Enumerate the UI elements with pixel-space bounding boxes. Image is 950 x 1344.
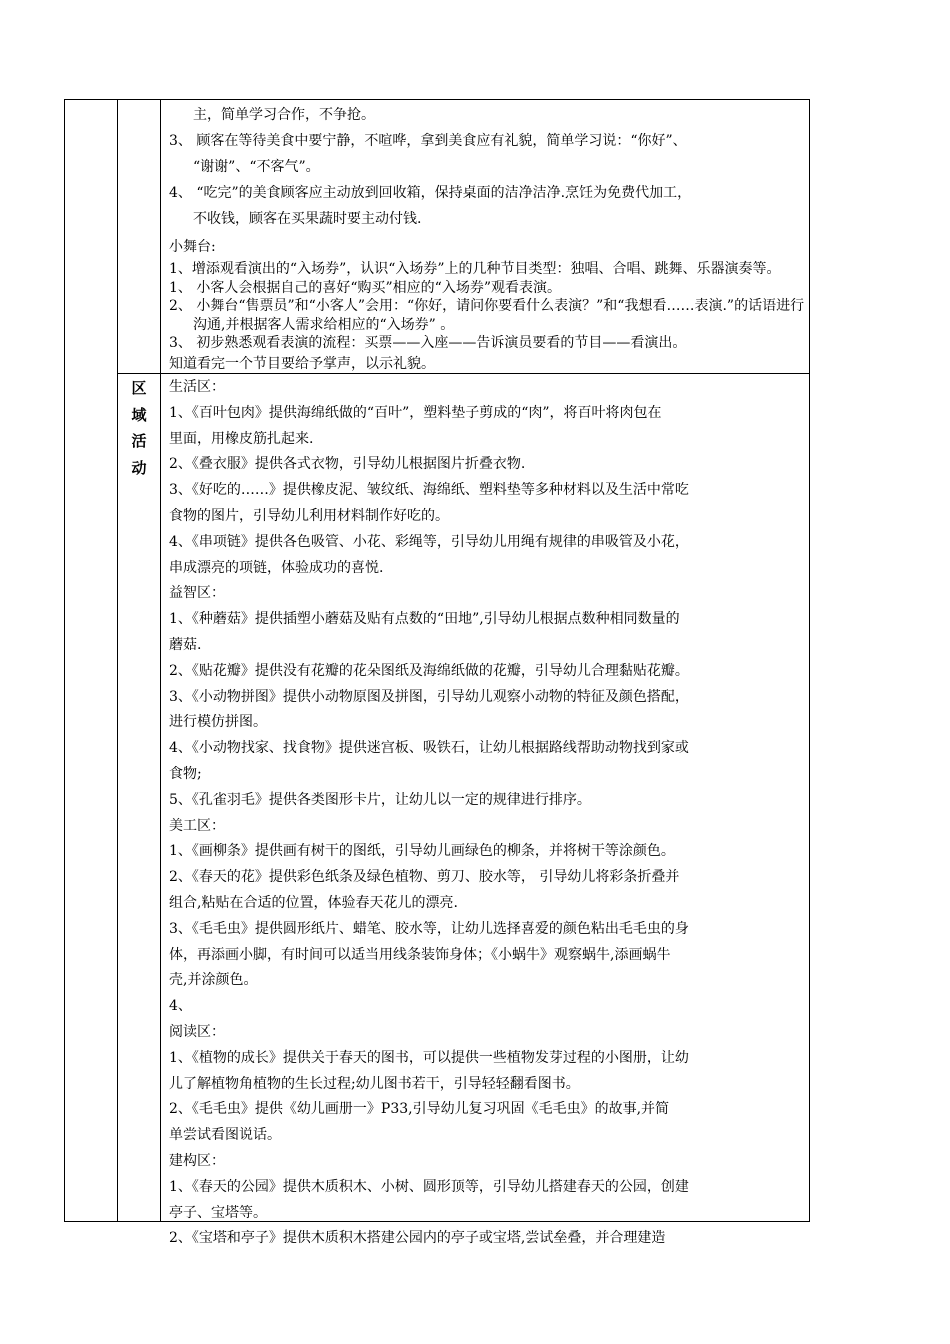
text-line: 串成漂亮的项链，体验成功的喜悦. [169, 559, 384, 576]
text-line: 1、增添观看演出的“入场券”，认识“入场券”上的几种节目类型：独唱、合唱、跳舞、乐器演奏等。 [169, 261, 781, 277]
text-line: 亭子、宝塔等。 [169, 1204, 267, 1221]
text-line: 1、《春天的公园》提供木质积木、小树、圆形顶等，引导幼儿搭建春天的公园，创建 [169, 1178, 689, 1195]
text-line: 4、 [169, 998, 192, 1015]
section-title: 阅读区： [169, 1023, 225, 1040]
text-line: “谢谢”、“不客气”。 [193, 159, 320, 175]
section-title: 美工区： [169, 817, 225, 834]
text-line: 组合,粘贴在合适的位置，体验春天花儿的漂亮. [169, 894, 458, 911]
section-title: 小舞台: [169, 239, 216, 255]
text-line: 3、《好吃的……》提供橡皮泥、皱纹纸、海绵纸、塑料垫等多种材料以及生活中常吃 [169, 482, 689, 499]
label-char: 域 [131, 405, 147, 424]
text-line: 4、《小动物找家、找食物》提供迷宫板、吸铁石，让幼儿根据路线帮助动物找到家或 [169, 740, 689, 757]
text-line: 儿了解植物角植物的生长过程;幼儿图书若干，引导轻轻翻看图书。 [169, 1075, 580, 1092]
section-title: 生活区： [169, 379, 225, 395]
area-activity-label [118, 375, 160, 481]
column-divider-2 [160, 100, 161, 1221]
text-line: 进行模仿拼图。 [169, 714, 267, 731]
text-line: 1、 小客人会根据自己的喜好“购买”相应的“入场券”观看表演。 [169, 279, 561, 296]
plan-table [64, 99, 810, 1247]
text-line: 3、 顾客在等待美食中要宁静，不喧哗，拿到美食应有礼貌，简单学习说：“你好”、 [169, 133, 687, 149]
text-line: 2、《叠衣服》提供各式衣物，引导幼儿根据图片折叠衣物. [169, 456, 526, 473]
text-line: 4、 “吃完”的美食顾客应主动放到回收箱，保持桌面的洁净洁净.烹饪为免费代加工， [169, 185, 692, 201]
text-line: 里面，用橡皮筋扎起来. [169, 430, 314, 447]
text-line: 壳,并涂颜色。 [169, 972, 258, 989]
section-title: 益智区： [169, 585, 225, 602]
text-line: 1、《百叶包肉》提供海绵纸做的“百叶”，塑料垫子剪成的“肉”，将百叶将肉包在 [169, 404, 662, 421]
text-line: 不收钱，顾客在买果蔬时要主动付钱. [193, 211, 422, 227]
text-line: 主，简单学习合作，不争抢。 [193, 107, 375, 123]
stage-section [169, 234, 807, 375]
text-line: 食物; [169, 765, 202, 782]
text-line: 1、《植物的成长》提供关于春天的图书，可以提供一些植物发芽过程的小图册，让幼 [169, 1049, 689, 1066]
text-line: 2、《毛毛虫》提供《幼儿画册一》P33,引导幼儿复习巩固《毛毛虫》的故事,并简 [169, 1101, 670, 1118]
text-line: 单尝试看图说话。 [169, 1127, 281, 1144]
text-line: 1、《种蘑菇》提供插塑小蘑菇及贴有点数的“田地”,引导幼儿根据点数种相同数量的 [169, 611, 680, 628]
text-line: 蘑菇. [169, 636, 202, 653]
column-divider-1 [117, 100, 118, 1221]
text-line: 2、《春天的花》提供彩色纸条及绿色植物、剪刀、胶水等， 引导幼儿将彩条折叠并 [169, 869, 680, 886]
label-char: 动 [131, 458, 147, 477]
text-line: 2、 小舞台“售票员”和“小客人”会用：“你好，请问你要看什么表演？”和“我想看……表演.”的话语进行沟通,并根据客人需求给相应的“入场券” 。 [169, 298, 805, 333]
text-line: 体，再添画小脚，有时间可以适当用线条装饰身体；《小蜗牛》观察蜗牛,添画蜗牛 [169, 946, 671, 963]
text-line: 1、《画柳条》提供画有树干的图纸，引导幼儿画绿色的柳条，并将树干等涂颜色。 [169, 843, 675, 860]
label-char: 活 [131, 432, 147, 450]
text-line: 2、《宝塔和亭子》提供木质积木搭建公园内的亭子或宝塔,尝试垒叠，并合理建造 [169, 1230, 666, 1247]
text-line: 4、《串项链》提供各色吸管、小花、彩绳等，引导幼儿用绳有规律的串吸管及小花， [169, 533, 689, 550]
text-line: 知道看完一个节目要给予掌声，以示礼貌。 [169, 355, 435, 372]
section-title: 建构区： [169, 1152, 225, 1169]
area-activity-cell [169, 375, 807, 1252]
text-line: 3、《毛毛虫》提供圆形纸片、蜡笔、胶水等，让幼儿选择喜爱的颜色粘出毛毛虫的身 [169, 920, 689, 937]
text-line: 食物的图片，引导幼儿利用材料制作好吃的。 [169, 507, 449, 524]
text-line: 3、《小动物拼图》提供小动物原图及拼图，引导幼儿观察小动物的特征及颜色搭配， [169, 688, 689, 705]
text-line: 3、 初步熟悉观看表演的流程：买票——入座——告诉演员要看的节目——看演出。 [169, 335, 687, 351]
top-cell [169, 102, 807, 375]
label-char: 区 [131, 379, 147, 397]
text-line: 2、《贴花瓣》提供没有花瓣的花朵图纸及海绵纸做的花瓣，引导幼儿合理黏贴花瓣。 [169, 662, 689, 679]
text-line: 5、《孔雀羽毛》提供各类图形卡片，让幼儿以一定的规律进行排序。 [169, 791, 591, 808]
